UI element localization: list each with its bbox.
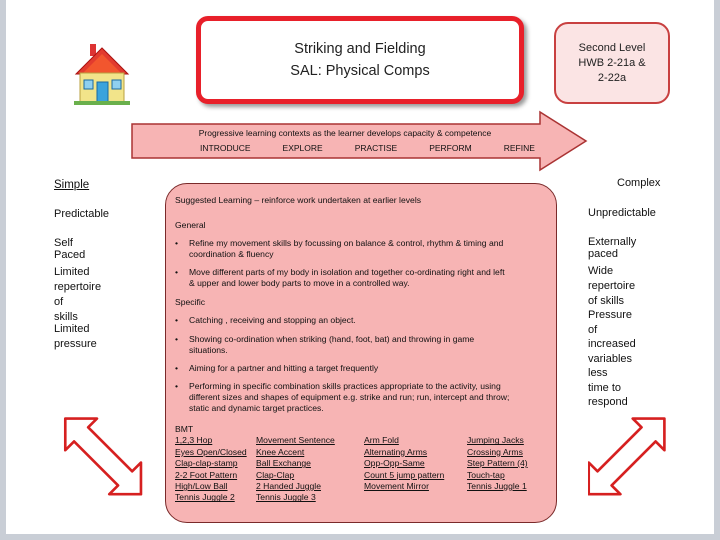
bidirectional-arrow-right (588, 415, 674, 513)
game-link[interactable]: Jumping Jacks (467, 435, 524, 446)
stage-introduce: INTRODUCE (200, 143, 251, 153)
stage-practise: PRACTISE (354, 143, 398, 153)
game-link[interactable]: Movement Sentence (256, 435, 335, 446)
game-link[interactable]: Step Pattern (4) (467, 458, 528, 469)
suggested-learning: Suggested Learning – reinforce work undertaken at earlier levels (175, 195, 422, 205)
label-predictable: Predictable (54, 208, 110, 220)
level-line-1: Second Level (578, 41, 646, 54)
specific-heading: Specific (175, 297, 206, 307)
stage-perform: PERFORM (429, 143, 472, 153)
label-simple: Simple (54, 179, 90, 191)
game-link[interactable]: High/Low Ball (175, 481, 228, 492)
stage-refine: REFINE (503, 143, 535, 153)
title-line-1: Striking and Fielding (294, 41, 426, 57)
game-link[interactable]: Arm Fold (364, 435, 399, 446)
game-link[interactable]: Tennis Juggle 3 (256, 492, 316, 503)
general-heading: General (175, 220, 206, 230)
label-self-paced: Self Paced (54, 237, 86, 261)
game-link[interactable]: 2 Handed Juggle (256, 481, 321, 492)
game-link[interactable]: Movement Mirror (364, 481, 429, 492)
game-link[interactable]: Tennis Juggle 2 (175, 492, 235, 503)
level-box (554, 22, 670, 104)
progress-arrow-shape (130, 110, 590, 172)
games-col-3 (364, 435, 444, 492)
progress-caption: Progressive learning contexts as the learner develops capacity & competence (198, 128, 492, 138)
game-link[interactable]: Tennis Juggle 1 (467, 481, 527, 492)
game-link[interactable]: Opp-Opp-Same (364, 458, 425, 469)
games-col-2 (256, 435, 335, 503)
game-link[interactable]: Count 5 jump pattern (364, 469, 445, 480)
progress-stages (200, 143, 535, 153)
bidirectional-arrow-left (60, 415, 146, 513)
home-icon[interactable] (70, 40, 134, 106)
games-col-1 (175, 424, 247, 504)
stage-explore: EXPLORE (282, 143, 323, 153)
game-link[interactable]: Alternating Arms (364, 446, 428, 457)
label-unpredictable: Unpredictable (588, 207, 656, 219)
game-link[interactable]: Clap-Clap (256, 469, 295, 480)
game-link[interactable]: Eyes Open/Closed (175, 446, 247, 457)
game-link[interactable]: 2-2 Foot Pattern (175, 469, 238, 480)
game-link[interactable]: 1,2,3 Hop (175, 435, 213, 446)
game-link[interactable]: Ball Exchange (256, 458, 311, 469)
games-col-4 (467, 435, 528, 492)
game-link[interactable]: Clap-clap-stamp (175, 458, 238, 469)
label-externally-paced: Externally paced (588, 236, 637, 260)
game-link[interactable]: Knee Accent (256, 446, 305, 457)
level-line-2: HWB 2-21a & (578, 56, 646, 69)
label-pressure: Pressure of increased variables less time to respond (588, 309, 636, 408)
title-box (196, 16, 524, 104)
label-wide-repertoire: Wide repertoire of skills (588, 265, 636, 307)
game-link[interactable]: Crossing Arms (467, 446, 523, 457)
label-limited-pressure: Limited pressure (54, 323, 97, 350)
label-complex: Complex (617, 177, 661, 189)
level-line-3: 2-22a (597, 71, 627, 84)
game-link[interactable]: Touch-tap (467, 469, 505, 480)
label-limited-repertoire: Limited repertoire of skills (54, 266, 102, 323)
title-line-2: SAL: Physical Comps (290, 63, 430, 79)
games-heading: BMT (175, 424, 194, 434)
